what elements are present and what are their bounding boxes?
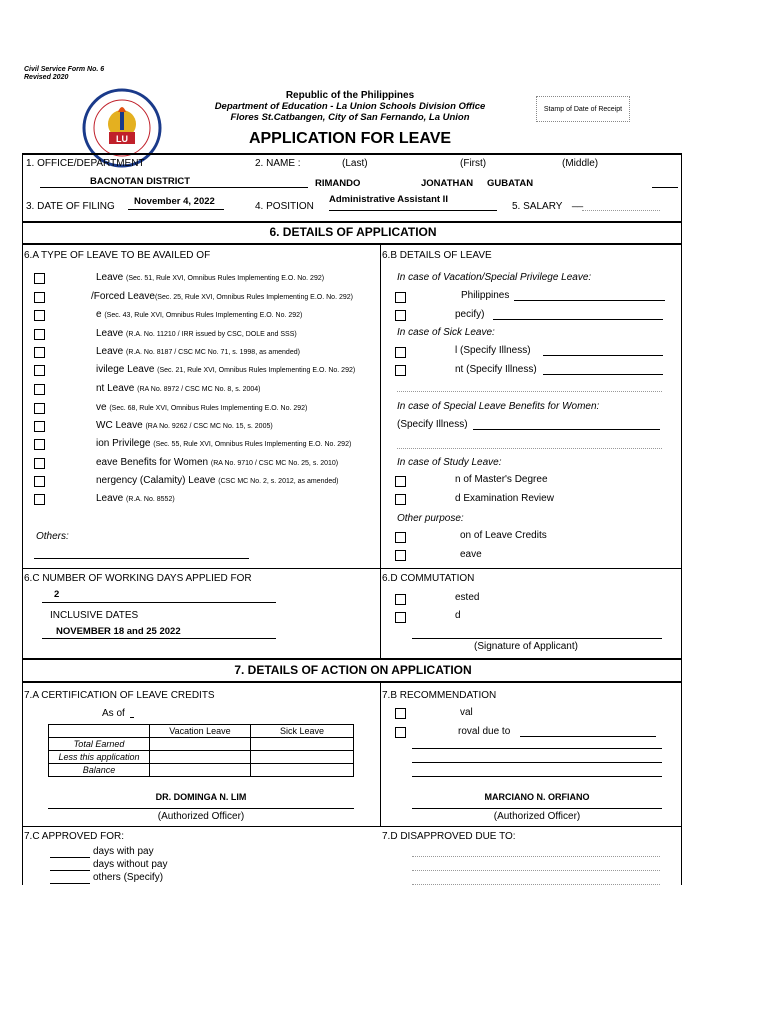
last-name-value[interactable]: RIMANDO <box>315 178 361 189</box>
sick-detail-checkbox[interactable] <box>395 365 406 376</box>
sick-detail-item: l (Specify Illness) <box>455 345 531 356</box>
signature-applicant-label: (Signature of Applicant) <box>474 641 578 652</box>
leave-type-checkbox[interactable] <box>34 403 45 414</box>
leave-type-checkbox[interactable] <box>34 329 45 340</box>
study-detail-item: n of Master's Degree <box>455 474 548 485</box>
leave-type-checkbox[interactable] <box>34 273 45 284</box>
middle-name-label: (Middle) <box>562 158 599 169</box>
svg-text:LU: LU <box>116 134 128 144</box>
form-number: Civil Service Form No. 6 <box>24 66 105 73</box>
position-value[interactable]: Administrative Assistant II <box>329 194 448 205</box>
leave-type-checkbox[interactable] <box>34 476 45 487</box>
leave-type-item: ve (Sec. 68, Rule XVI, Omnibus Rules Implementing E.O. No. 292) <box>96 402 308 413</box>
name-label: 2. NAME : <box>255 158 301 169</box>
other-purpose-item: eave <box>460 549 482 560</box>
approved-item: days without pay <box>93 859 168 870</box>
vacation-less-cell[interactable] <box>150 751 251 764</box>
receipt-stamp-box <box>536 96 630 122</box>
recommending-officer-name: MARCIANO N. ORFIANO <box>484 792 590 802</box>
recommendation-item: val <box>460 707 473 718</box>
section7a-label: 7.A CERTIFICATION OF LEAVE CREDITS <box>24 690 215 701</box>
study-heading: In case of Study Leave: <box>397 457 502 468</box>
sick-less-cell[interactable] <box>251 751 354 764</box>
approved-item: others (Specify) <box>93 872 164 883</box>
leave-type-item: WC Leave (RA No. 9262 / CSC MC No. 15, s. 2005) <box>96 420 273 431</box>
sick-leave-header: Sick Leave <box>251 725 354 738</box>
vacation-total-cell[interactable] <box>150 738 251 751</box>
leave-type-item: ion Privilege (Sec. 55, Rule XVI, Omnibus Rules Implementing E.O. No. 292) <box>96 438 352 449</box>
study-detail-checkbox[interactable] <box>395 494 406 505</box>
leave-credits-table <box>48 724 354 777</box>
inclusive-dates-label: INCLUSIVE DATES <box>50 610 139 621</box>
leave-type-checkbox[interactable] <box>34 494 45 505</box>
sick-heading: In case of Sick Leave: <box>397 327 495 338</box>
date-filing-value[interactable]: November 4, 2022 <box>134 196 215 207</box>
first-name-label: (First) <box>460 158 487 169</box>
other-purpose-heading: Other purpose: <box>397 513 464 524</box>
certifying-officer-name: DR. DOMINGA N. LIM <box>155 792 247 802</box>
department-text: Department of Education - La Union Schools Division Office <box>214 101 486 112</box>
row-label-balance: Balance <box>49 764 150 777</box>
other-purpose-item: on of Leave Credits <box>460 530 547 541</box>
row-label-total-earned: Total Earned <box>49 738 150 751</box>
sick-balance-cell[interactable] <box>251 764 354 777</box>
study-detail-checkbox[interactable] <box>395 476 406 487</box>
position-label: 4. POSITION <box>255 201 314 212</box>
leave-type-item: nt Leave (RA No. 8972 / CSC MC No. 8, s. 2004) <box>96 383 261 394</box>
leave-type-item: e (Sec. 43, Rule XVI, Omnibus Rules Implementing E.O. No. 292) <box>96 309 303 320</box>
salary-blank[interactable]: __ <box>572 197 584 208</box>
study-detail-item: d Examination Review <box>455 493 554 504</box>
other-purpose-checkbox[interactable] <box>395 550 406 561</box>
row-label-less-application: Less this application <box>49 751 150 764</box>
leave-type-item: Leave (R.A. No. 11210 / IRR issued by CSC, DOLE and SSS) <box>96 328 297 339</box>
section7b-label: 7.B RECOMMENDATION <box>382 690 497 701</box>
office-value[interactable]: BACNOTAN DISTRICT <box>90 176 191 187</box>
leave-type-item: Leave (Sec. 51, Rule XVI, Omnibus Rules Implementing E.O. No. 292) <box>96 272 325 283</box>
sick-total-cell[interactable] <box>251 738 354 751</box>
leave-type-checkbox[interactable] <box>34 310 45 321</box>
vacation-detail-checkbox[interactable] <box>395 310 406 321</box>
leave-type-checkbox[interactable] <box>34 347 45 358</box>
leave-type-checkbox[interactable] <box>34 421 45 432</box>
vacation-detail-item: Philippines <box>461 290 510 301</box>
leave-type-item: eave Benefits for Women (RA No. 9710 / CSC MC No. 25, s. 2010) <box>96 457 339 468</box>
section6b-label: 6.B DETAILS OF LEAVE <box>382 250 492 261</box>
recommendation-checkbox[interactable] <box>395 708 406 719</box>
recommendation-checkbox[interactable] <box>395 727 406 738</box>
form-title: APPLICATION FOR LEAVE <box>248 130 452 147</box>
vacation-balance-cell[interactable] <box>150 764 251 777</box>
section7c-label: 7.C APPROVED FOR: <box>24 831 125 842</box>
sick-detail-checkbox[interactable] <box>395 347 406 358</box>
middle-name-value[interactable]: GUBATAN <box>487 178 534 189</box>
section6d-label: 6.D COMMUTATION <box>382 573 475 584</box>
commutation-checkbox[interactable] <box>395 612 406 623</box>
leave-type-checkbox[interactable] <box>34 384 45 395</box>
vacation-detail-checkbox[interactable] <box>395 292 406 303</box>
section6c-label: 6.C NUMBER OF WORKING DAYS APPLIED FOR <box>24 573 252 584</box>
form-revised: Revised 2020 <box>24 74 69 81</box>
authorized-officer-a: (Authorized Officer) <box>157 811 245 822</box>
last-name-label: (Last) <box>342 158 368 169</box>
leave-type-checkbox[interactable] <box>34 292 45 303</box>
leave-type-checkbox[interactable] <box>34 365 45 376</box>
authorized-officer-b: (Authorized Officer) <box>493 811 581 822</box>
leave-type-item: nergency (Calamity) Leave (CSC MC No. 2, s. 2012, as amended) <box>96 475 339 486</box>
recommendation-item: roval due to <box>458 726 511 737</box>
address-text: Flores St.Catbangen, City of San Fernando, La Union <box>230 112 470 123</box>
leave-type-item: Leave (R.A. No. 8552) <box>96 493 175 504</box>
salary-label: 5. SALARY <box>512 201 563 212</box>
leave-type-checkbox[interactable] <box>34 439 45 450</box>
approved-item: days with pay <box>93 846 154 857</box>
section7-title: 7. DETAILS OF ACTION ON APPLICATION <box>234 663 472 677</box>
commutation-item: d <box>455 610 461 621</box>
office-label: 1. OFFICE/DEPARTMENT <box>26 158 145 169</box>
others-label: Others: <box>36 531 69 542</box>
leave-type-item: ivilege Leave (Sec. 21, Rule XVI, Omnibus Rules Implementing E.O. No. 292) <box>96 364 356 375</box>
women-detail-item: (Specify Illness) <box>397 419 468 430</box>
receipt-stamp-label: Stamp of Date of Receipt <box>543 105 623 113</box>
section6a-label: 6.A TYPE OF LEAVE TO BE AVAILED OF <box>24 250 211 261</box>
vacation-detail-item: pecify) <box>455 309 485 320</box>
first-name-value[interactable]: JONATHAN <box>421 178 474 189</box>
leave-type-item: Leave (R.A. No. 8187 / CSC MC No. 71, s. 1998, as amended) <box>96 346 300 357</box>
section6-title: 6. DETAILS OF APPLICATION <box>269 225 437 239</box>
leave-type-item: /Forced Leave(Sec. 25, Rule XVI, Omnibus Rules Implementing E.O. No. 292) <box>91 291 353 302</box>
sick-detail-item: nt (Specify Illness) <box>455 364 537 375</box>
commutation-checkbox[interactable] <box>395 594 406 605</box>
working-days-value[interactable]: 2 <box>54 589 60 600</box>
vacation-leave-header: Vacation Leave <box>150 725 251 738</box>
commutation-item: ested <box>455 592 480 603</box>
section7d-label: 7.D DISAPPROVED DUE TO: <box>382 831 516 842</box>
other-purpose-checkbox[interactable] <box>395 532 406 543</box>
leave-type-checkbox[interactable] <box>34 458 45 469</box>
republic-text: Republic of the Philippines <box>285 90 415 101</box>
vacation-heading: In case of Vacation/Special Privilege Leave: <box>397 272 592 283</box>
women-heading: In case of Special Leave Benefits for Women: <box>397 401 600 412</box>
as-of-label: As of <box>102 708 125 719</box>
inclusive-dates-value[interactable]: NOVEMBER 18 and 25 2022 <box>56 626 181 637</box>
date-filing-label: 3. DATE OF FILING <box>26 201 115 212</box>
